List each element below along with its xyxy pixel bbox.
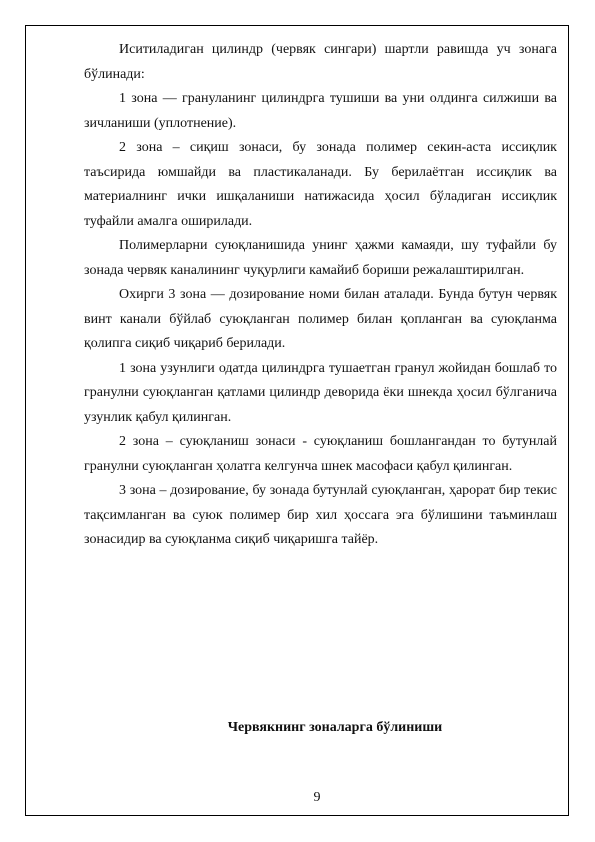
paragraph-zone-1: 1 зона — грануланинг цилиндрга тушиши ва уни олдинга силжиши ва зичланиши (уплотнение). <box>84 91 557 131</box>
paragraph-zone-3-dosing: 3 зона – дозирование, бу зонада бутунлай суюқланган, ҳарорат бир текис тақсимланган ва суюк полимер бир хил ҳоссага эга бўлишини таъминлаш зонасидир ва суюқланма сиқиб чиқаришга тайёр. <box>84 483 557 547</box>
paragraph-polymer-volume: Полимерларни суюқланишида унинг ҳажми камаяди, шу туфайли бу зонада червяк каналининг чуқурлиги камайиб бориши режалаштирилган. <box>84 238 557 278</box>
paragraph-zone-3: Охирги 3 зона — дозирование номи билан аталади. Бунда бутун червяк винт канали бўйлаб суюқланган полимер билан қопланган ва суюқланма қолипга сиқиб чиқариб берилади. <box>84 287 557 351</box>
paragraph-zone-1-length: 1 зона узунлиги одатда цилиндрга тушаетган гранул жойидан бошлаб то гранулни суюқланган қатлами цилиндр деворида ёки шнекда ҳосил бўлганича узунлик қабул қилинган. <box>84 360 557 425</box>
paragraph-zone-2-melting: 2 зона – суюқланиш зонаси - суюқланиш бошлангандан то бутунлай гранулни суюқланган ҳолатга келгунча шнек масофаси қабул қилинган. <box>84 434 557 474</box>
paragraph-zone-2: 2 зона – сиқиш зонаси, бу зонада полимер секин-аста иссиқлик таъсирида юмшайди ва пластикаланади. Бу берилаётган иссиқлик ва материалнинг ички ишқаланиши натижасида ҳосил бўладиган иссиқлик туфайли амалга оширилади. <box>84 140 557 229</box>
document-body <box>84 38 557 553</box>
paragraph-zones-intro: Иситиладиган цилиндр (червяк сингари) шартли равишда уч зонага бўлинади: <box>84 42 557 82</box>
page-number: 9 <box>313 790 321 805</box>
figure-caption: Червякнинг зоналарга бўлиниши <box>227 720 443 735</box>
